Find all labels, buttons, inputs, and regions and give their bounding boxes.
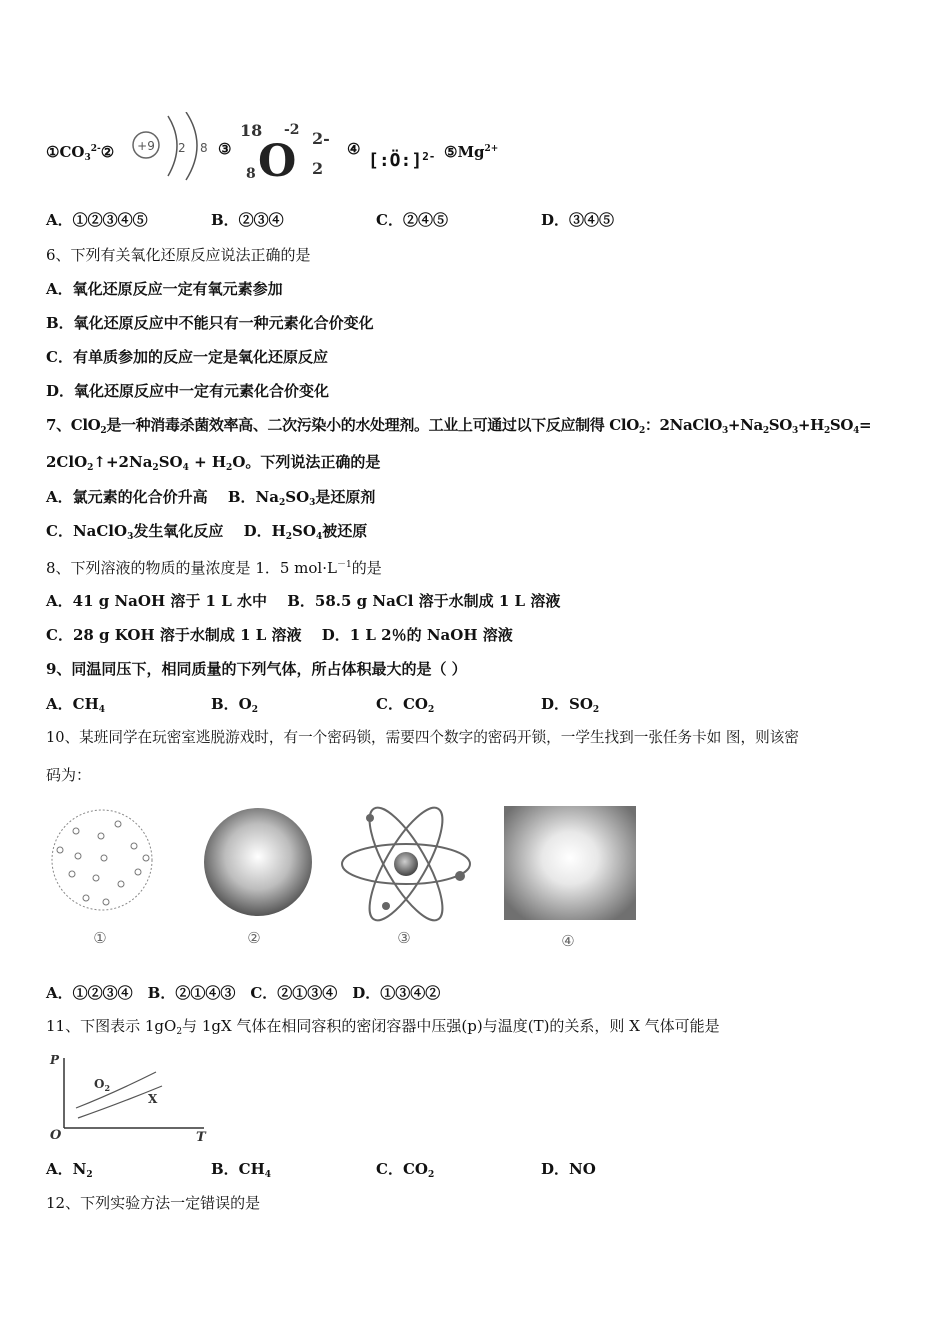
- nucleus-charge: +9: [137, 139, 155, 153]
- q11-option-a[interactable]: A．$N_2$: [46, 1160, 93, 1180]
- isotope-charge-top: -2: [284, 122, 300, 138]
- q7-stem: 7、ClO$_2$是一种消毒杀菌效率高、二次污染小的水处理剂。工业上可通过以下反应制得 ClO$_2$：$2NaClO_3+Na_2SO_3+H_2SO_4=$: [46, 416, 872, 436]
- atom-models-figure: [46, 806, 646, 951]
- q8-stem: 8、下列溶液的物质的量浓度是 1．5 $mol\cdot L^{-1}$的是: [46, 559, 382, 577]
- y-axis-label: P: [50, 1053, 60, 1067]
- q8-option-b[interactable]: B．58.5 g NaCl 溶于水制成 1 L 溶液: [287, 592, 561, 610]
- isotope-symbol: O: [258, 136, 297, 186]
- q6-stem: 6、下列有关氧化还原反应说法正确的是: [46, 246, 311, 264]
- q7-option-c[interactable]: C．NaClO$_3$发生氧化反应: [46, 522, 224, 542]
- shell1-count: 2: [178, 141, 186, 155]
- q5-option-b[interactable]: B．②③④: [211, 211, 284, 229]
- x-line-label: X: [148, 1092, 158, 1106]
- q9-option-a[interactable]: A．$CH_4$: [46, 695, 106, 715]
- q10-stem-line2: 码为：: [46, 766, 92, 784]
- isotope-count: 2: [312, 159, 324, 178]
- q6-option-b[interactable]: B．氧化还原反应中不能只有一种元素化合价变化: [46, 314, 374, 332]
- isotope-atomic: 8: [246, 166, 256, 182]
- shell-arc-2: [186, 112, 197, 180]
- q5-label-3: ③: [218, 140, 232, 158]
- q5-label-4: ④: [347, 140, 361, 158]
- model-label-3: ③: [397, 929, 411, 947]
- x-axis-label: T: [196, 1130, 206, 1144]
- q9-stem: 9、同温同压下，相同质量的下列气体，所占体积最大的是（ ）: [46, 660, 467, 678]
- q5-option-d[interactable]: D．③④⑤: [541, 211, 615, 229]
- q9-option-c[interactable]: C．$CO_2$: [376, 695, 435, 715]
- electron-cloud-model: [504, 806, 636, 920]
- q7-option-b[interactable]: B．$Na_2SO_3$是还原剂: [227, 488, 376, 508]
- model-label-4: ④: [561, 932, 575, 950]
- q7-options-ab: [46, 487, 375, 513]
- q10-options[interactable]: A．①②③④ B．②①④③ C．②①③④ D．①③④②: [46, 984, 441, 1002]
- o2-line: [76, 1072, 156, 1108]
- q8-options-cd: [46, 625, 513, 645]
- electron-dot-structure: [:Ö:]$^{2-}$: [368, 150, 436, 171]
- q8-option-a[interactable]: A．41 g NaOH 溶于 1 L 水中: [46, 592, 267, 610]
- q7-stem-line2: $2ClO_2↑+2Na_2SO_4 + H_2O$。下列说法正确的是: [46, 453, 381, 473]
- isotope-mass: 18: [240, 121, 263, 140]
- pressure-temperature-graph: [44, 1048, 219, 1144]
- q5-option-a[interactable]: A．①②③④⑤: [46, 211, 148, 229]
- shell-arc-1: [168, 116, 177, 176]
- q11-option-b[interactable]: B．$CH_4$: [211, 1160, 272, 1180]
- q9-option-d[interactable]: D．$SO_2$: [541, 695, 600, 715]
- q11-option-c[interactable]: C．$CO_2$: [376, 1160, 435, 1180]
- q5-items: $①CO_3^{2-}②$: [46, 143, 115, 163]
- solid-sphere-model: [204, 808, 312, 916]
- q11-stem: 11、下图表示 $1gO_2$与 1gX 气体在相同容积的密闭容器中压强(p)与温度(T)的关系，则 X 气体可能是: [46, 1017, 720, 1037]
- q5-label-5: $⑤Mg^{2+}$: [444, 143, 499, 161]
- q6-option-a[interactable]: A．氧化还原反应一定有氧元素参加: [46, 280, 283, 298]
- o2-line-label: $O_2$: [94, 1077, 111, 1093]
- model-label-1: ①: [93, 929, 107, 947]
- q8-option-c[interactable]: C．28 g KOH 溶于水制成 1 L 溶液: [46, 626, 302, 644]
- isotope-notation: [238, 116, 338, 186]
- shell2-count: 8: [200, 141, 208, 155]
- isotope-ion-charge: 2-: [312, 129, 330, 148]
- q9-option-b[interactable]: B．$O_2$: [211, 695, 259, 715]
- q7-options-cd: [46, 521, 367, 547]
- q6-option-d[interactable]: D．氧化还原反应中一定有元素化合价变化: [46, 382, 330, 400]
- q7-option-a[interactable]: A．氯元素的化合价升高: [46, 488, 208, 506]
- q8-options-ab: [46, 591, 560, 611]
- q10-stem: 10、某班同学在玩密室逃脱游戏时，有一个密码锁，需要四个数字的密码开锁，一学生找到一张任务卡如 图，则该密: [46, 729, 799, 746]
- model-label-2: ②: [247, 929, 261, 947]
- q5-option-c[interactable]: C．②④⑤: [376, 211, 448, 229]
- q7-option-d[interactable]: D．$H_2SO_4$被还原: [243, 522, 368, 542]
- q12-stem: 12、下列实验方法一定错误的是: [46, 1194, 261, 1212]
- q8-option-d[interactable]: D．1 L 2％的 NaOH 溶液: [321, 626, 513, 644]
- origin-label: O: [50, 1128, 62, 1143]
- q6-option-c[interactable]: C．有单质参加的反应一定是氧化还原反应: [46, 348, 328, 366]
- atom-structure-diagram: [124, 112, 224, 184]
- q11-option-d[interactable]: D．NO: [541, 1160, 596, 1178]
